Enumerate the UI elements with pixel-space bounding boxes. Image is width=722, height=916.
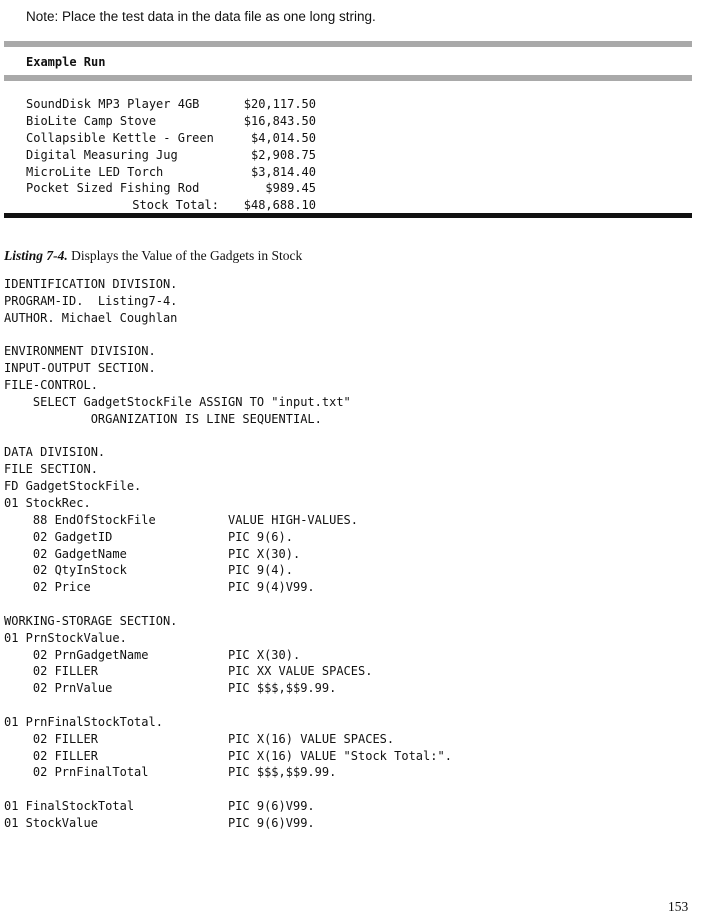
- listing-caption: [4, 248, 302, 264]
- output-row: [26, 164, 686, 181]
- code-line: 88 EndOfStockFile VALUE HIGH-VALUES.: [4, 512, 359, 527]
- code-line: 01 PrnStockValue.: [4, 630, 127, 645]
- code-line: ENVIRONMENT DIVISION.: [4, 344, 156, 359]
- bottom-rule: [4, 213, 692, 218]
- example-run-heading: Example Run: [26, 55, 106, 69]
- code-line: 02 GadgetName PIC X(30).: [4, 546, 301, 561]
- output-row: [26, 113, 686, 130]
- example-run-rule: [4, 75, 692, 81]
- listing-title: Displays the Value of the Gadgets in Stock: [71, 248, 303, 263]
- code-line: 01 FinalStockTotal PIC 9(6)V99.: [4, 799, 315, 814]
- code-line: ORGANIZATION IS LINE SEQUENTIAL.: [4, 411, 322, 426]
- listing-label: Listing 7-4.: [4, 248, 68, 263]
- code-line: 02 PrnValue PIC $$$,$$9.99.: [4, 681, 337, 696]
- code-line: 02 PrnFinalTotal PIC $$$,$$9.99.: [4, 765, 337, 780]
- note-text: Note: Place the test data in the data file as one long string.: [26, 9, 376, 24]
- code-line: 02 FILLER PIC X(16) VALUE "Stock Total:".: [4, 748, 452, 763]
- gadget-name: Pocket Sized Fishing Rod: [26, 181, 200, 196]
- output-total-row: [26, 197, 686, 214]
- gadget-name: MicroLite LED Torch: [26, 164, 164, 179]
- example-run-output: [26, 96, 686, 214]
- code-line: INPUT-OUTPUT SECTION.: [4, 361, 156, 376]
- code-line: SELECT GadgetStockFile ASSIGN TO "input.txt": [4, 394, 351, 409]
- code-line: 02 PrnGadgetName PIC X(30).: [4, 647, 301, 662]
- stock-total-label: Stock Total:: [132, 198, 219, 213]
- code-line: FILE SECTION.: [4, 462, 98, 477]
- gadget-name: BioLite Camp Stove: [26, 113, 157, 128]
- code-line: FILE-CONTROL.: [4, 378, 98, 393]
- gadget-value: $989.45: [265, 181, 316, 196]
- code-line: [4, 327, 704, 344]
- gadget-value: $16,843.50: [243, 113, 316, 128]
- code-line: FD GadgetStockFile.: [4, 479, 142, 494]
- output-row: [26, 130, 686, 147]
- gadget-name: SoundDisk MP3 Player 4GB: [26, 97, 200, 111]
- code-line: 02 FILLER PIC X(16) VALUE SPACES.: [4, 731, 395, 746]
- code-line: 02 Price PIC 9(4)V99.: [4, 580, 315, 595]
- gadget-value: $2,908.75: [250, 147, 316, 162]
- output-row: [26, 147, 686, 164]
- gadget-value: $3,814.40: [250, 164, 316, 179]
- code-line: 02 QtyInStock PIC 9(4).: [4, 563, 293, 578]
- code-line: 02 GadgetID PIC 9(6).: [4, 529, 293, 544]
- code-line: 01 StockValue PIC 9(6)V99.: [4, 816, 315, 830]
- code-line: 01 StockRec.: [4, 495, 91, 510]
- code-line: WORKING-STORAGE SECTION.: [4, 613, 178, 628]
- gadget-value: $4,014.50: [250, 130, 316, 145]
- gadget-value: $20,117.50: [243, 97, 316, 111]
- gadget-name: Digital Measuring Jug: [26, 147, 178, 162]
- gadget-name: Collapsible Kettle - Green: [26, 130, 214, 145]
- page-number: 153: [668, 899, 689, 914]
- code-line: PROGRAM-ID. Listing7-4.: [4, 293, 178, 308]
- code-line: DATA DIVISION.: [4, 445, 106, 460]
- output-row: [26, 180, 686, 197]
- top-rule: [4, 41, 692, 47]
- code-line: [4, 697, 704, 714]
- code-line: 02 FILLER PIC XX VALUE SPACES.: [4, 664, 373, 679]
- code-line: [4, 781, 704, 798]
- code-line: [4, 428, 704, 445]
- code-line: IDENTIFICATION DIVISION.: [4, 277, 178, 291]
- output-row: [26, 96, 686, 113]
- code-line: 01 PrnFinalStockTotal.: [4, 714, 163, 729]
- code-listing: [4, 276, 704, 832]
- code-line: AUTHOR. Michael Coughlan: [4, 310, 178, 325]
- stock-total-value: $48,688.10: [243, 198, 316, 213]
- code-line: [4, 596, 704, 613]
